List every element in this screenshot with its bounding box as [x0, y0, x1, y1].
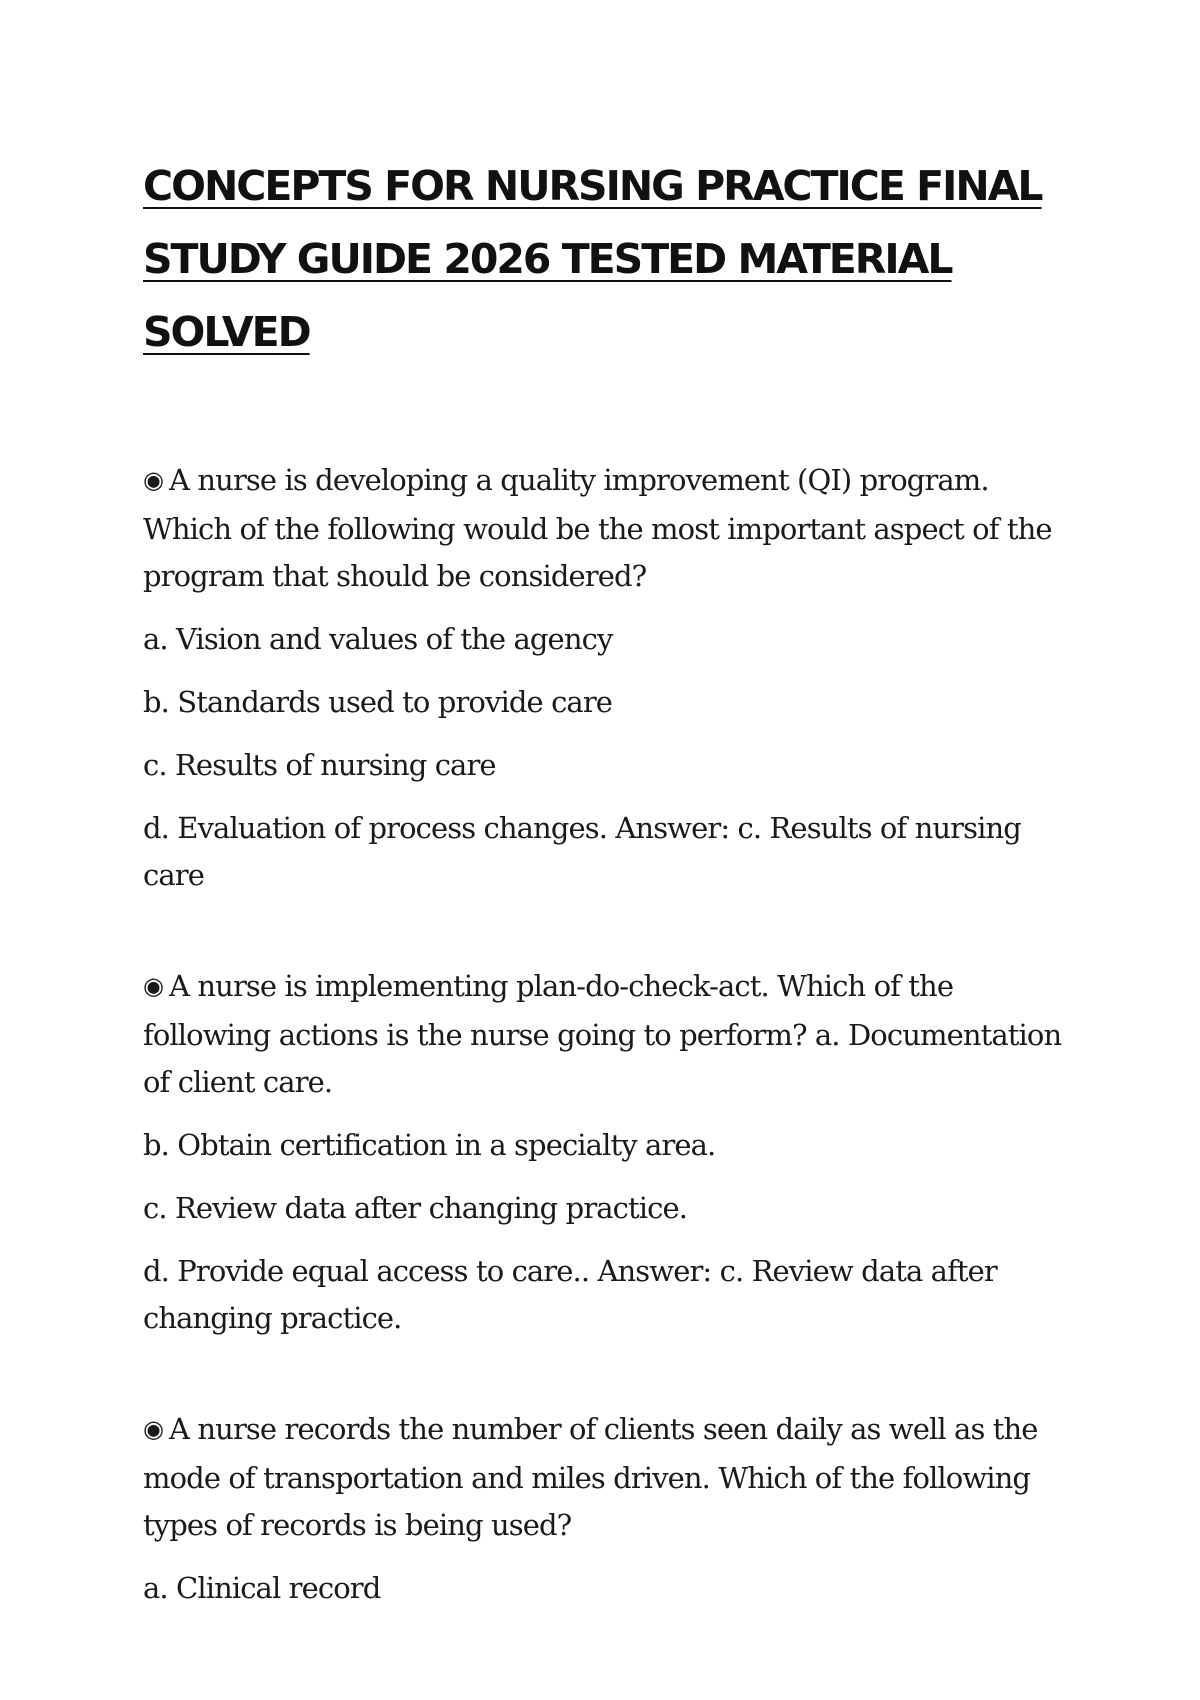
answer-option-c: c. Results of nursing care: [143, 748, 496, 782]
answer-option-b: b. Standards used to provide care: [143, 685, 613, 719]
question-3: [143, 1406, 1073, 1612]
radio-bullet-icon: ◉: [143, 466, 164, 494]
question-stem: [143, 1406, 1073, 1549]
answer-option-a: a. Vision and values of the agency: [143, 622, 613, 656]
question-stem-text: A nurse is developing a quality improvement (QI) program. Which of the following would be the most important aspect of the program that should be considered?: [143, 463, 1052, 593]
document-page: [143, 150, 1073, 1612]
document-title: [143, 150, 1073, 369]
answer-option-d: d. Provide equal access to care.. Answer: c. Review data after changing practice.: [143, 1254, 997, 1335]
title-line-2: STUDY GUIDE 2026 TESTED MATERIAL SOLVED: [143, 235, 952, 356]
question-stem-text: A nurse records the number of clients seen daily as well as the mode of transportation and miles driven. Which of the following types of records is being used?: [143, 1412, 1038, 1542]
answer-option-d: d. Evaluation of process changes. Answer: c. Results of nursing care: [143, 811, 1021, 892]
answer-option-a: a. Clinical record: [143, 1571, 381, 1605]
question-stem-text: A nurse is implementing plan-do-check-act. Which of the following actions is the nurse going to perform? a. Documentation of client care.: [143, 969, 1062, 1099]
radio-bullet-icon: ◉: [143, 972, 164, 1000]
question-stem: [143, 457, 1073, 600]
question-stem: [143, 963, 1073, 1106]
radio-bullet-icon: ◉: [143, 1415, 164, 1443]
question-2: [143, 963, 1073, 1342]
answer-option-c: c. Review data after changing practice.: [143, 1191, 688, 1225]
title-line-1: CONCEPTS FOR NURSING PRACTICE FINAL: [143, 162, 1042, 210]
question-1: [143, 457, 1073, 899]
answer-option-b: b. Obtain certification in a specialty area.: [143, 1128, 716, 1162]
question-list: [143, 457, 1073, 1612]
